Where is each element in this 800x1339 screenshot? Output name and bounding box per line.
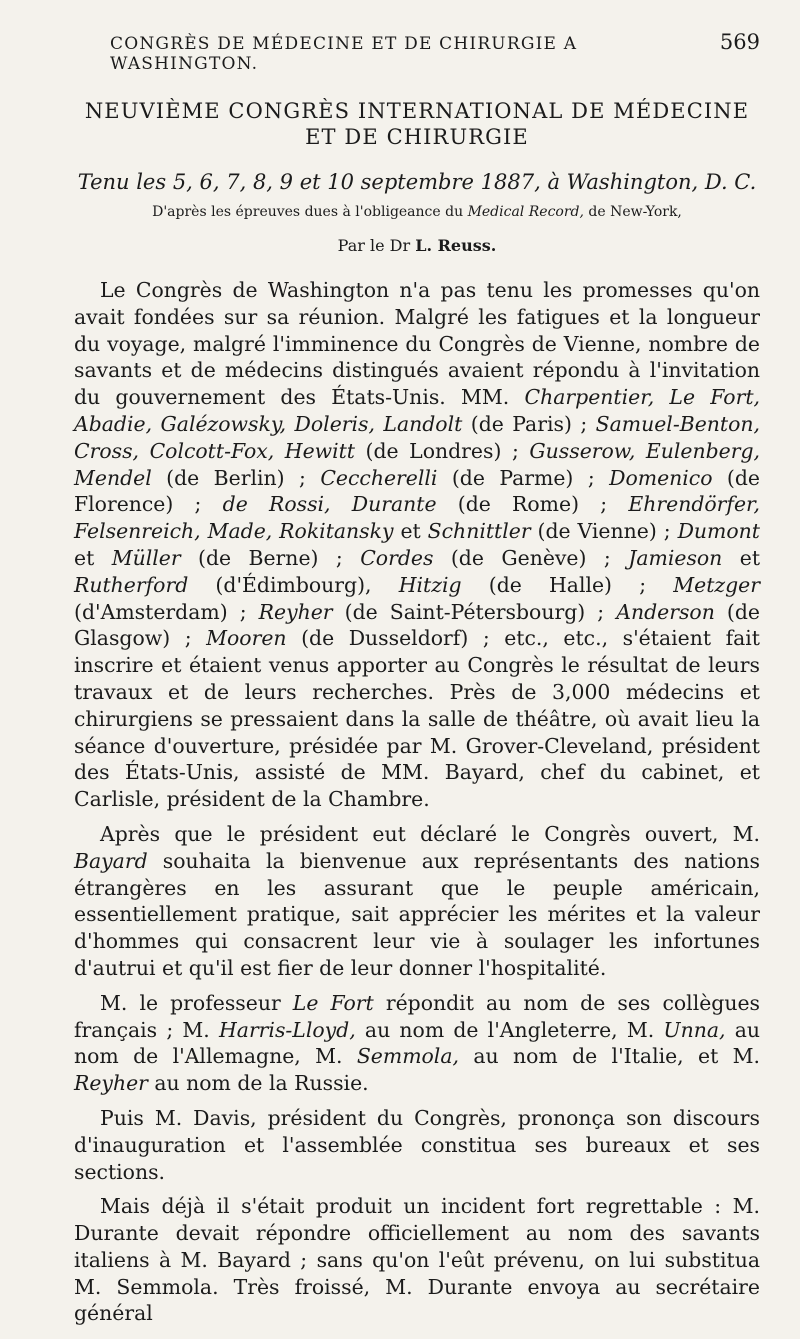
paragraph (74, 1193, 760, 1327)
italic-name: Rutherford (74, 572, 189, 597)
text-run: (de Berlin) ; (151, 465, 321, 490)
italic-name: Dumont (677, 519, 760, 544)
text-run: Puis M. Davis, président du Congrès, prononça son discours d'inauguration et l'assemblée constitua ses bureaux et ses sections. (74, 1105, 760, 1184)
text-run: et (74, 545, 112, 570)
running-head (110, 30, 760, 74)
italic-name: Gusserow, Eulenberg, Mendel (74, 438, 760, 490)
article-body (74, 277, 760, 1327)
italic-name: Anderson (616, 599, 715, 624)
source-note (74, 204, 760, 220)
source-text: D'après les épreuves dues à l'obligeance du (152, 204, 464, 220)
text-run: M. le professeur (100, 990, 293, 1015)
paragraph (74, 277, 760, 813)
text-run: au nom de l'Italie, et M. (458, 1044, 760, 1069)
page-number: 569 (719, 30, 760, 54)
italic-name: Unna, (663, 1017, 726, 1042)
italic-name: Metzger (673, 572, 760, 597)
text-run: au nom de l'Angleterre, M. (355, 1017, 664, 1042)
italic-name: Schnittler (427, 519, 531, 544)
italic-name: Bayard (74, 848, 148, 873)
text-run: et (722, 545, 761, 570)
italic-name: Ceccherelli (320, 465, 438, 490)
italic-name: Ehrendörfer, Felsenreich, Made, Rokitansky (74, 492, 761, 544)
text-run: (de Glasgow) ; (74, 599, 760, 651)
text-run: (de Parme) ; (437, 465, 610, 490)
text-run: Mais déjà il s'était produit un incident fort regrettable : M. Durante devait répondre officiellement au nom des savants italiens à M. Bayard ; sans qu'on l'eût prévenu, on lui substitua M. Semmola. Très froissé, M. Durante envoya au secrétaire général (74, 1194, 760, 1326)
dateline: Tenu les 5, 6, 7, 8, 9 et 10 septembre 1887, à Washington, D. C. (77, 170, 757, 194)
italic-name: Reyher (74, 1071, 148, 1096)
text-run: (de Vienne) ; (530, 519, 678, 544)
text-run: répondit au nom de ses collègues français ; M. (74, 990, 761, 1042)
text-run: (de Florence) ; (74, 465, 760, 517)
author-prefix: Par le Dr (337, 236, 411, 255)
italic-name: Harris-Lloyd, (219, 1017, 356, 1042)
italic-name: Domenico (609, 465, 713, 490)
text-run: souhaita la bienvenue aux représentants des nations étrangères en les assurant que le peuple américain, essentiellement pratique, sait apprécier les mérites et la valeur d'hommes qui consacrent leur vie à soulager les infortunes d'autrui et qu'il est fier de leur donner l'hospitalité. (74, 848, 760, 980)
text-run: Après que le président eut déclaré le Congrès ouvert, M. (100, 821, 760, 846)
author-line (74, 236, 760, 255)
article-title (74, 98, 760, 150)
italic-name: de Rossi, Durante (222, 492, 437, 517)
text-run: et (393, 519, 428, 544)
italic-name: Semmola, (356, 1044, 459, 1069)
text-run: (de Halle) ; (461, 572, 674, 597)
article-title-line-1: NEUVIÈME CONGRÈS INTERNATIONAL DE MÉDECINE (84, 99, 750, 123)
text-run: (de Genève) ; (433, 545, 629, 570)
article-title-line-2: ET DE CHIRURGIE (305, 125, 529, 149)
italic-name: Müller (111, 545, 181, 570)
paragraph (74, 990, 760, 1097)
text-run: (de Paris) ; (462, 411, 596, 436)
text-run: (de Londres) ; (355, 438, 530, 463)
text-run: (de Saint-Pétersbourg) ; (332, 599, 617, 624)
author-name: L. Reuss. (415, 236, 497, 255)
italic-name: Le Fort (292, 990, 374, 1015)
text-run: au nom de l'Allemagne, M. (74, 1017, 760, 1069)
italic-name: Cordes (360, 545, 434, 570)
paragraph (74, 821, 760, 982)
text-run: (d'Édimbourg), (188, 572, 399, 597)
text-run: Le Congrès de Washington n'a pas tenu les promesses qu'on avait fondées sur sa réunion. Malgré les fatigues et la longueur du voyage, malgré l'imminence du Congrès de Vienne, nombre de savants et de médecins distingués avaient répondu à l'invitation du gouvernement des États-Unis. MM. (74, 278, 760, 410)
text-run: (d'Amsterdam) ; (74, 599, 259, 624)
text-run: (de Rome) ; (436, 492, 629, 517)
source-place: de New-York, (588, 204, 682, 220)
italic-name: Jamieson (628, 545, 723, 570)
italic-name: Samuel-Benton, Cross, Colcott-Fox, Hewitt (74, 411, 760, 463)
paragraph (74, 1105, 760, 1185)
running-head-title: CONGRÈS DE MÉDECINE ET DE CHIRURGIE A WASHINGTON. (110, 34, 578, 74)
italic-name: Reyher (258, 599, 333, 624)
source-journal: Medical Record, (467, 204, 584, 220)
text-run: (de Dusseldorf) ; etc., etc., s'étaient fait inscrire et étaient venus apporter au Congrès le résultat de leurs travaux et de leurs recherches. Près de 3,000 médecins et chirurgiens se pressaient dans la salle de théâtre, où avait lieu la séance d'ouverture, présidée par M. Grover-Cleveland, président des États-Unis, assisté de MM. Bayard, chef du cabinet, et Carlisle, président de la Chambre. (74, 626, 760, 812)
italic-name: Mooren (206, 626, 287, 651)
text-run: (de Berne) ; (180, 545, 361, 570)
italic-name: Charpentier, Le Fort, Abadie, Galézowsky, Doleris, Landolt (74, 385, 760, 436)
italic-name: Hitzig (398, 572, 462, 597)
text-run: au nom de la Russie. (147, 1071, 369, 1096)
